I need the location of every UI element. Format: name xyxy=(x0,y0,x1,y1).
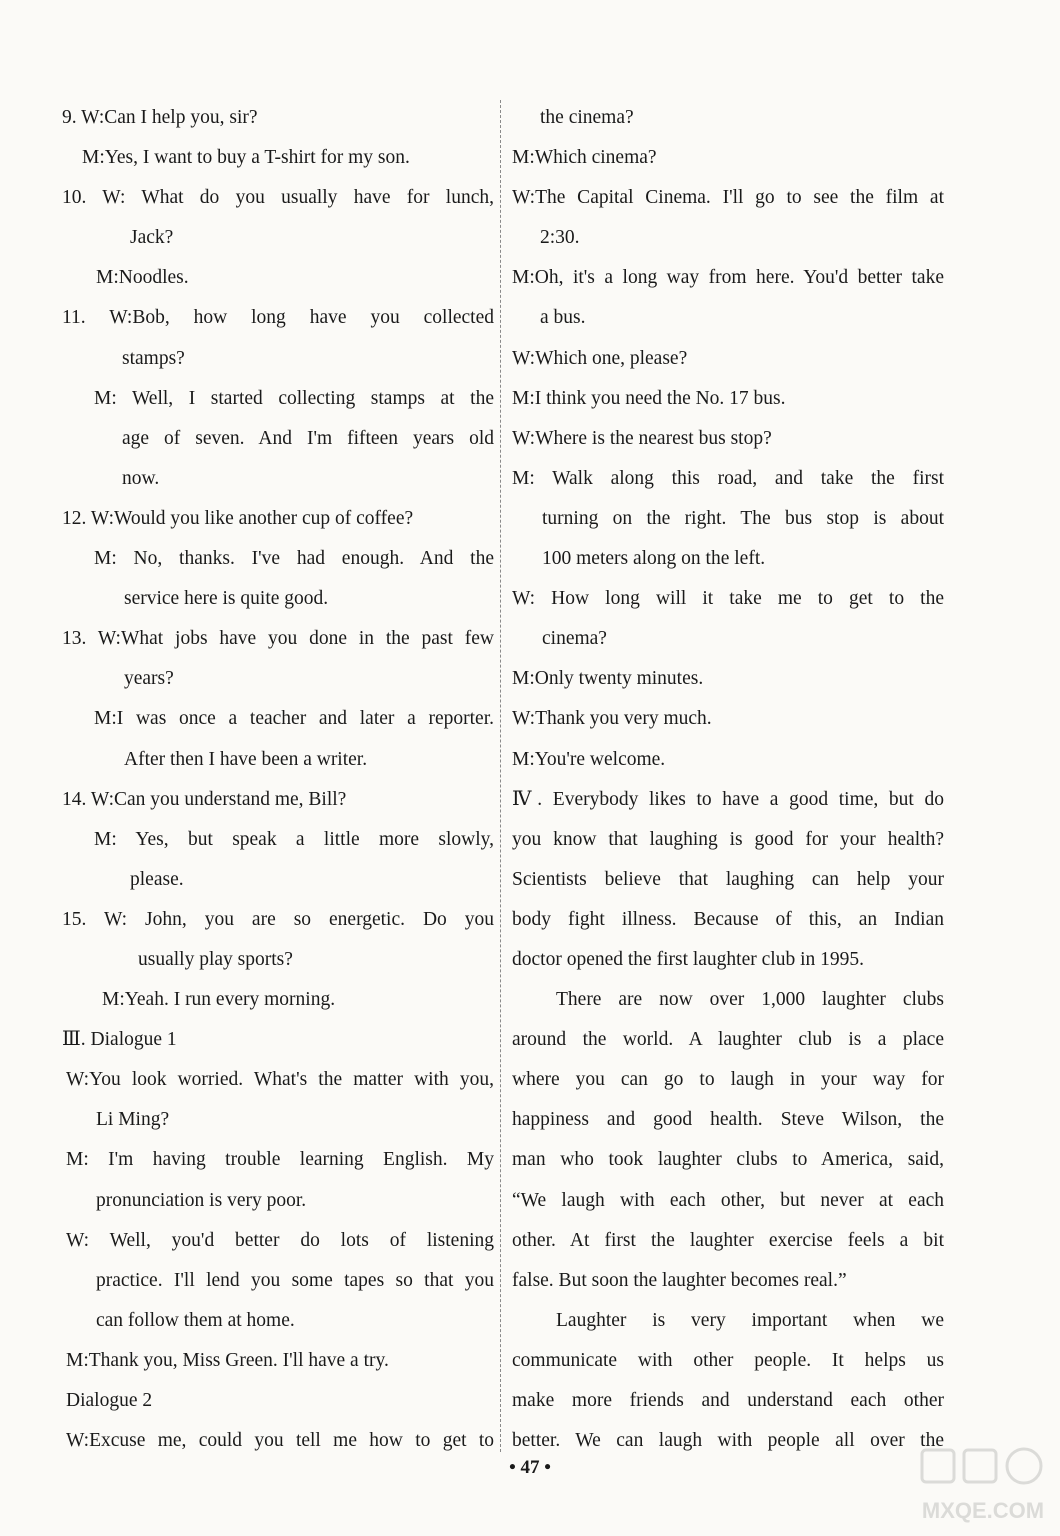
right-column-line: M:Which cinema? xyxy=(512,147,657,169)
left-column-line: years? xyxy=(124,668,174,690)
left-column-line: W:Excuse me, could you tell me how to get to xyxy=(66,1430,494,1452)
page-number: • 47 • xyxy=(509,1457,551,1478)
watermark-text: MXQE.COM xyxy=(921,1498,1045,1523)
watermark-logo xyxy=(918,1446,1048,1530)
right-column-line: body fight illness. Because of this, an Indian xyxy=(512,908,944,930)
left-column-line: age of seven. And I'm fifteen years old xyxy=(122,427,494,449)
right-column-line: man who took laughter clubs to America, said, xyxy=(512,1149,944,1171)
right-column-line: Laughter is very important when we xyxy=(556,1309,944,1331)
left-column-line: now. xyxy=(122,467,160,489)
right-column-line: communicate with other people. It helps us xyxy=(512,1349,944,1371)
left-column-line: 11. W:Bob, how long have you collected xyxy=(62,307,494,329)
left-column-line: pronunciation is very poor. xyxy=(96,1189,307,1211)
left-column-line: 12. W:Would you like another cup of coffee? xyxy=(62,507,414,529)
left-column-line: M: I'm having trouble learning English. My xyxy=(66,1149,494,1171)
right-column-line: cinema? xyxy=(542,628,607,650)
left-column-line: W:You look worried. What's the matter with you, xyxy=(66,1069,494,1091)
left-column-line: practice. I'll lend you some tapes so that you xyxy=(96,1269,494,1291)
left-column-line: M:Thank you, Miss Green. I'll have a try. xyxy=(66,1349,389,1371)
left-column-line: 14. W:Can you understand me, Bill? xyxy=(62,788,347,810)
left-column-line: M:Noodles. xyxy=(96,267,189,289)
left-column-line: please. xyxy=(130,868,184,890)
left-text-column xyxy=(62,98,494,1461)
right-column-line: happiness and good health. Steve Wilson, the xyxy=(512,1109,944,1131)
right-column-line: W:Where is the nearest bus stop? xyxy=(512,427,772,449)
right-column-line: “We laugh with each other, but never at each xyxy=(512,1189,944,1211)
right-column-line: the cinema? xyxy=(540,107,634,128)
column-divider xyxy=(500,100,501,1452)
right-column-line: a bus. xyxy=(540,307,586,329)
right-column-line: W:Which one, please? xyxy=(512,347,688,369)
right-column-line: Ⅳ. Everybody likes to have a good time, but do xyxy=(512,788,944,810)
right-column-line: M:I think you need the No. 17 bus. xyxy=(512,387,786,409)
right-column-line: W: How long will it take me to get to the xyxy=(512,588,944,610)
left-column-line: usually play sports? xyxy=(138,948,293,970)
left-column-line: Li Ming? xyxy=(96,1109,170,1131)
left-column-line: Dialogue 2 xyxy=(66,1390,153,1411)
right-column-line: where you can go to laugh in your way for xyxy=(512,1069,944,1091)
left-column-line: M:Yeah. I run every morning. xyxy=(102,989,336,1011)
left-column-line: M:Yes, I want to buy a T-shirt for my son. xyxy=(82,147,410,169)
right-column-line: 2:30. xyxy=(540,227,580,249)
right-column-line: around the world. A laughter club is a place xyxy=(512,1029,944,1051)
right-column-line: M: Walk along this road, and take the first xyxy=(512,467,944,489)
left-column-line: Jack? xyxy=(130,227,174,249)
right-column-line: M:Oh, it's a long way from here. You'd better take xyxy=(512,267,944,289)
left-column-line: 9. W:Can I help you, sir? xyxy=(62,107,258,128)
right-column-line: W:Thank you very much. xyxy=(512,708,712,730)
left-column-line: M: Well, I started collecting stamps at the xyxy=(94,387,494,409)
left-column-line: W: Well, you'd better do lots of listening xyxy=(66,1229,494,1251)
right-column-line: turning on the right. The bus stop is about xyxy=(542,507,944,529)
left-column-line: 10. W: What do you usually have for lunch, xyxy=(62,187,494,209)
right-column-line: other. At first the laughter exercise feels a bit xyxy=(512,1229,944,1251)
left-column-line: M: Yes, but speak a little more slowly, xyxy=(94,828,494,850)
left-column-line: can follow them at home. xyxy=(96,1309,295,1331)
right-column-line: W:The Capital Cinema. I'll go to see the film at xyxy=(512,187,944,209)
right-column-line: better. We can laugh with people all over the xyxy=(512,1430,944,1452)
right-column-line: Scientists believe that laughing can help your xyxy=(512,868,944,890)
left-column-line: M:I was once a teacher and later a reporter. xyxy=(94,708,494,730)
right-column-line: M:You're welcome. xyxy=(512,748,666,770)
right-column-line: doctor opened the first laughter club in 1995. xyxy=(512,948,864,970)
right-column-line: M:Only twenty minutes. xyxy=(512,668,704,690)
left-column-line: 15. W: John, you are so energetic. Do you xyxy=(62,908,494,930)
right-column-line: you know that laughing is good for your health? xyxy=(512,828,944,850)
left-column-line: After then I have been a writer. xyxy=(124,748,368,770)
left-column-line: service here is quite good. xyxy=(124,588,329,610)
right-column-line: false. But soon the laughter becomes real.” xyxy=(512,1269,847,1291)
left-column-line: 13. W:What jobs have you done in the past few xyxy=(62,628,494,650)
right-text-column xyxy=(512,98,944,1461)
right-column-line: 100 meters along on the left. xyxy=(542,548,766,570)
left-column-line: stamps? xyxy=(122,347,185,369)
left-column-line: Ⅲ. Dialogue 1 xyxy=(62,1029,177,1051)
right-column-line: There are now over 1,000 laughter clubs xyxy=(556,989,944,1011)
right-column-line: make more friends and understand each other xyxy=(512,1390,944,1411)
left-column-line: M: No, thanks. I've had enough. And the xyxy=(94,548,494,570)
